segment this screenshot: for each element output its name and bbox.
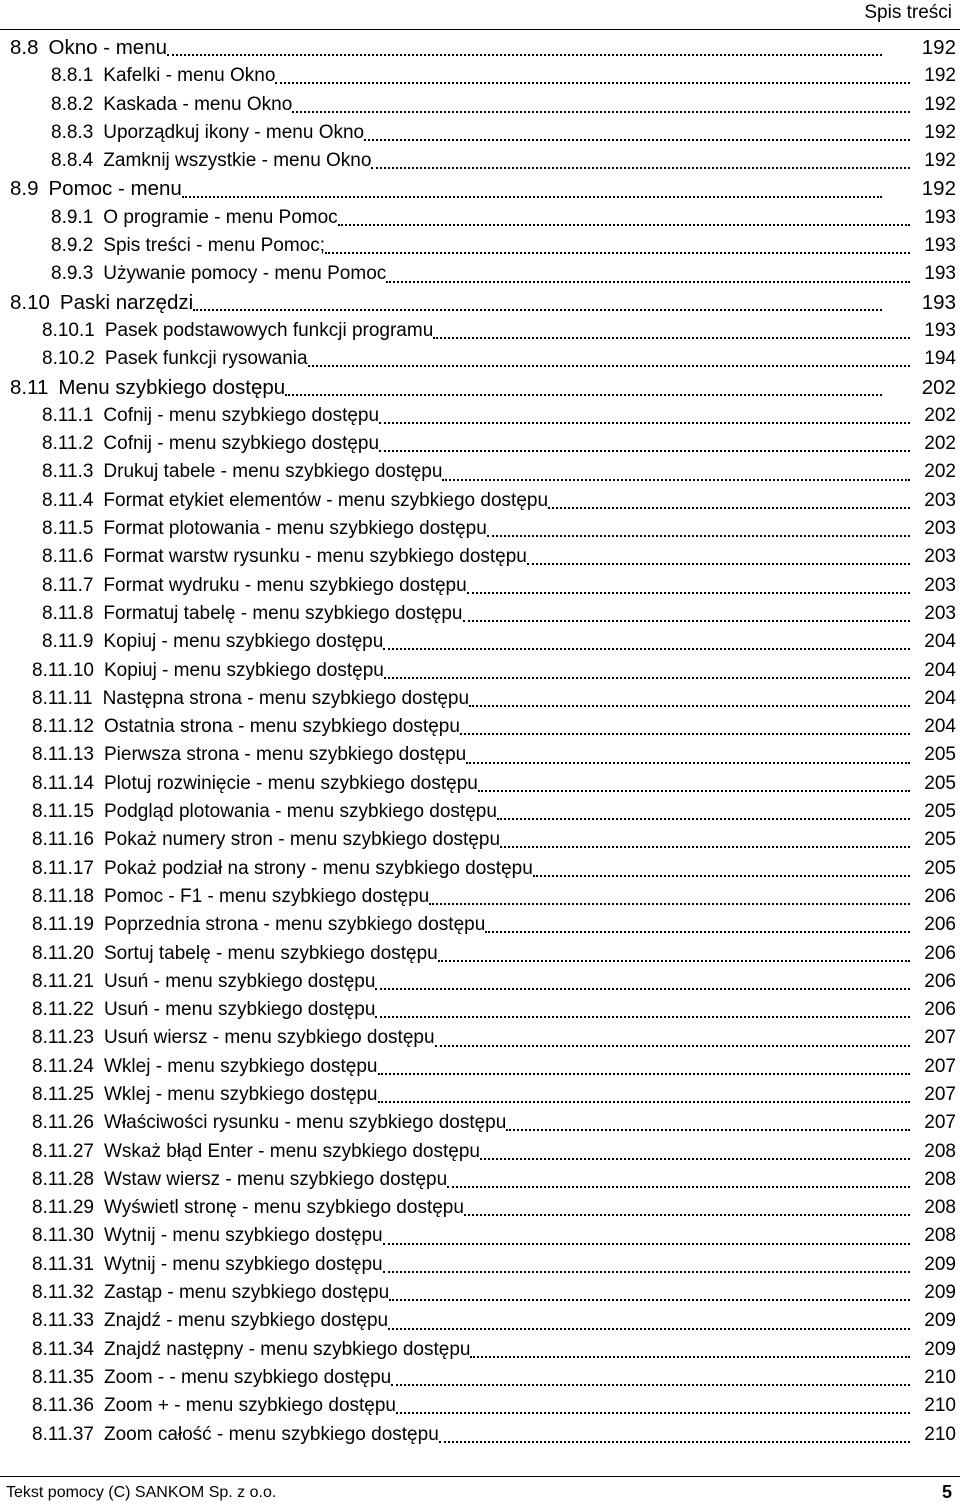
toc-entry-title: Format etykiet elementów - menu szybkiego dostępu [103, 489, 549, 511]
toc-dot-leader [480, 1158, 910, 1160]
toc-entry-number: 8.11.23 [32, 1027, 94, 1049]
toc-entry-title: Wklej - menu szybkiego dostępu [103, 1055, 378, 1077]
toc-entry-page: 192 [924, 65, 956, 87]
toc-dot-leader [193, 309, 882, 311]
toc-entry-title: Usuń - menu szybkiego dostępu [103, 999, 376, 1021]
toc-entry[interactable] [0, 204, 960, 232]
toc-entry-page: 210 [924, 1395, 956, 1417]
toc-entry-page: 203 [924, 602, 956, 624]
toc-entry[interactable] [0, 374, 960, 402]
toc-entry-title: Wyświetl stronę - menu szybkiego dostępu [103, 1197, 464, 1219]
toc-entry-title: Format warstw rysunku - menu szybkiego dostępu [103, 546, 527, 568]
toc-entry-page: 202 [921, 375, 956, 399]
toc-entry-number: 8.8.4 [51, 150, 94, 172]
toc-entry-title: Pomoc - menu [48, 177, 182, 201]
toc-entry-page: 204 [924, 631, 956, 653]
toc-entry-title: Pasek podstawowych funkcji programu [104, 319, 434, 341]
toc-dot-leader [463, 620, 910, 622]
toc-entry[interactable] [0, 826, 960, 854]
toc-dot-leader [182, 196, 882, 198]
toc-entry-page: 205 [924, 772, 956, 794]
toc-entry-page: 207 [924, 1055, 956, 1077]
toc-entry-number: 8.11.8 [42, 602, 94, 624]
toc-entry-number: 8.9.1 [51, 206, 94, 228]
toc-entry[interactable] [0, 1421, 960, 1449]
toc-entry-title: Cofnij - menu szybkiego dostępu [103, 404, 380, 426]
toc-entry[interactable] [0, 119, 960, 147]
toc-entry-title: Pokaż podział na strony - menu szybkiego dostępu [103, 857, 533, 879]
toc-dot-leader [470, 1356, 910, 1358]
toc-entry-page: 203 [924, 546, 956, 568]
toc-entry[interactable] [0, 1251, 960, 1279]
toc-dot-leader [429, 903, 910, 905]
header-divider [0, 29, 960, 30]
toc-dot-leader [433, 337, 910, 339]
toc-entry-title: Drukuj tabele - menu szybkiego dostępu [103, 461, 443, 483]
toc-dot-leader [391, 1384, 910, 1386]
toc-entry-number: 8.11.18 [32, 885, 94, 907]
toc-entry-number: 8.10.2 [42, 348, 95, 370]
toc-entry-number: 8.9.2 [51, 235, 94, 257]
toc-entry-page: 208 [924, 1168, 956, 1190]
toc-entry-title: Kafelki - menu Okno [103, 65, 276, 87]
toc-entry-number: 8.10.1 [42, 319, 95, 341]
toc-entry[interactable] [0, 1109, 960, 1137]
toc-entry-page: 207 [924, 1112, 956, 1134]
toc-entry[interactable] [0, 1364, 960, 1392]
toc-entry-page: 206 [924, 999, 956, 1021]
toc-dot-leader [378, 1101, 911, 1103]
toc-entry-page: 210 [924, 1423, 956, 1445]
toc-entry-number: 8.11.3 [42, 461, 94, 483]
toc-entry[interactable] [0, 1024, 960, 1052]
toc-dot-leader [478, 790, 910, 792]
toc-entry-title: Podgląd plotowania - menu szybkiego dostępu [103, 801, 497, 823]
toc-entry-number: 8.8 [10, 36, 39, 59]
toc-dot-leader [442, 479, 910, 481]
toc-entry-number: 8.11.28 [32, 1168, 94, 1190]
toc-entry-number: 8.11.5 [42, 518, 94, 540]
toc-entry-page: 192 [921, 36, 956, 59]
footer-copyright: Tekst pomocy (C) SANKOM Sp. z o.o. [6, 1484, 277, 1501]
toc-entry-title: Znajdź następny - menu szybkiego dostępu [103, 1338, 471, 1360]
toc-entry-page: 205 [924, 857, 956, 879]
toc-entry[interactable] [0, 34, 960, 62]
toc-entry-page: 209 [924, 1253, 956, 1275]
toc-entry-page: 205 [924, 744, 956, 766]
toc-entry-number: 8.11.9 [42, 631, 94, 653]
toc-entry-number: 8.11.6 [42, 546, 94, 568]
toc-entry-page: 207 [924, 1027, 956, 1049]
toc-entry-title: Menu szybkiego dostępu [58, 375, 286, 399]
toc-entry[interactable] [0, 1336, 960, 1364]
toc-dot-leader [500, 846, 910, 848]
toc-dot-leader [487, 535, 910, 537]
toc-entry[interactable] [0, 600, 960, 628]
toc-entry-title: Wstaw wiersz - menu szybkiego dostępu [103, 1168, 448, 1190]
toc-entry[interactable] [0, 911, 960, 939]
toc-dot-leader [308, 365, 910, 367]
toc-entry-number: 8.11.4 [42, 489, 94, 511]
toc-entry[interactable] [0, 855, 960, 883]
toc-dot-leader [379, 450, 910, 452]
toc-entry-page: 206 [924, 970, 956, 992]
toc-entry[interactable] [0, 1081, 960, 1109]
toc-entry-number: 8.11.1 [42, 404, 94, 426]
toc-entry-page: 193 [924, 263, 956, 285]
toc-entry-title: Usuń wiersz - menu szybkiego dostępu [103, 1027, 435, 1049]
toc-entry-page: 202 [924, 433, 956, 455]
toc-entry-number: 8.11.13 [32, 744, 94, 766]
toc-entry[interactable] [0, 770, 960, 798]
toc-entry-title: Znajdź - menu szybkiego dostępu [103, 1310, 389, 1332]
toc-entry-page: 204 [924, 659, 956, 681]
toc-entry-number: 8.11.11 [32, 687, 93, 709]
toc-entry-number: 8.11.29 [32, 1197, 94, 1219]
toc-entry-title: Formatuj tabelę - menu szybkiego dostępu [103, 602, 463, 624]
toc-entry-number: 8.8.2 [51, 93, 94, 115]
toc-entry-page: 193 [924, 235, 956, 257]
toc-dot-leader [460, 733, 910, 735]
toc-entry-title: O programie - menu Pomoc [103, 206, 338, 228]
toc-dot-leader [467, 592, 910, 594]
toc-entry-title: Używanie pomocy - menu Pomoc [103, 263, 387, 285]
toc-entry[interactable] [0, 968, 960, 996]
toc-entry-number: 8.11.12 [32, 716, 94, 738]
toc-entry-page: 208 [924, 1225, 956, 1247]
toc-entry[interactable] [0, 515, 960, 543]
toc-entry[interactable] [0, 798, 960, 826]
toc-dot-leader [485, 931, 910, 933]
toc-entry-page: 202 [924, 404, 956, 426]
toc-entry-page: 192 [924, 150, 956, 172]
toc-dot-leader [435, 1045, 910, 1047]
toc-entry-title: Uporządkuj ikony - menu Okno [103, 121, 365, 143]
toc-entry-page: 203 [924, 574, 956, 596]
toc-entry-title: Kopiuj - menu szybkiego dostępu [103, 659, 384, 681]
toc-entry[interactable] [0, 1222, 960, 1250]
toc-entry-page: 193 [924, 319, 956, 341]
toc-entry[interactable] [0, 1279, 960, 1307]
toc-entry-page: 193 [924, 206, 956, 228]
toc-entry[interactable] [0, 1053, 960, 1081]
table-of-contents [0, 34, 960, 1449]
toc-entry-number: 8.11 [10, 375, 49, 399]
toc-entry-title: Kaskada - menu Okno [103, 93, 293, 115]
toc-entry-title: Usuń - menu szybkiego dostępu [103, 970, 376, 992]
toc-entry-title: Sortuj tabelę - menu szybkiego dostępu [103, 942, 438, 964]
toc-entry-number: 8.11.30 [32, 1225, 94, 1247]
toc-entry-page: 192 [924, 93, 956, 115]
toc-entry[interactable] [0, 175, 960, 203]
toc-entry-page: 209 [924, 1338, 956, 1360]
toc-entry-title: Pasek funkcji rysowania [104, 348, 308, 370]
toc-entry-page: 193 [921, 290, 956, 314]
toc-entry[interactable] [0, 1194, 960, 1222]
toc-entry[interactable] [0, 91, 960, 119]
page-header-title: Spis treści [864, 2, 952, 23]
toc-dot-leader [375, 1016, 910, 1018]
toc-dot-leader [364, 139, 910, 141]
toc-dot-leader [506, 1129, 910, 1131]
toc-dot-leader [325, 252, 910, 254]
toc-dot-leader [378, 1073, 911, 1075]
toc-dot-leader [464, 1214, 910, 1216]
toc-entry[interactable] [0, 317, 960, 345]
toc-entry-title: Pokaż numery stron - menu szybkiego dostępu [103, 829, 501, 851]
toc-entry[interactable] [0, 260, 960, 288]
toc-entry-page: 203 [924, 518, 956, 540]
toc-entry[interactable] [0, 289, 960, 317]
toc-entry-title: Zastąp - menu szybkiego dostępu [103, 1282, 390, 1304]
toc-entry-page: 208 [924, 1197, 956, 1219]
footer-page-number: 5 [941, 1482, 952, 1502]
toc-entry-title: Właściwości rysunku - menu szybkiego dostępu [103, 1112, 507, 1134]
toc-entry-number: 8.11.16 [32, 829, 94, 851]
toc-dot-leader [386, 281, 910, 283]
toc-entry-number: 8.11.35 [32, 1366, 94, 1388]
toc-entry-page: 192 [924, 121, 956, 143]
toc-entry-number: 8.8.3 [51, 121, 94, 143]
toc-dot-leader [292, 111, 910, 113]
toc-entry[interactable] [0, 996, 960, 1024]
toc-entry-number: 8.8.1 [51, 65, 94, 87]
toc-entry-page: 202 [924, 461, 956, 483]
toc-dot-leader [469, 705, 910, 707]
toc-entry[interactable] [0, 458, 960, 486]
toc-entry-title: Wytnij - menu szybkiego dostępu [103, 1253, 383, 1275]
toc-entry-title: Format plotowania - menu szybkiego dostępu [103, 518, 487, 540]
toc-dot-leader [497, 818, 910, 820]
toc-entry-number: 8.9.3 [51, 263, 94, 285]
toc-entry-title: Zoom - - menu szybkiego dostępu [103, 1366, 392, 1388]
toc-entry-number: 8.10 [10, 290, 50, 314]
toc-entry-page: 206 [924, 885, 956, 907]
toc-entry-title: Okno - menu [48, 36, 167, 59]
toc-entry-title: Kopiuj - menu szybkiego dostępu [103, 631, 384, 653]
toc-dot-leader [383, 1243, 910, 1245]
toc-dot-leader [383, 648, 910, 650]
toc-entry-title: Pomoc - F1 - menu szybkiego dostępu [103, 885, 430, 907]
toc-dot-leader [167, 54, 882, 56]
toc-dot-leader [439, 1441, 910, 1443]
toc-entry[interactable] [0, 1392, 960, 1420]
toc-dot-leader [383, 1271, 910, 1273]
toc-entry-title: Cofnij - menu szybkiego dostępu [103, 433, 380, 455]
toc-entry-page: 206 [924, 942, 956, 964]
toc-entry-page: 210 [924, 1366, 956, 1388]
toc-entry[interactable] [0, 543, 960, 571]
toc-entry-title: Paski narzędzi [59, 290, 194, 314]
toc-dot-leader [384, 677, 910, 679]
toc-entry-title: Wytnij - menu szybkiego dostępu [103, 1225, 383, 1247]
toc-entry[interactable] [0, 883, 960, 911]
toc-entry-number: 8.11.25 [32, 1083, 94, 1105]
toc-entry-page: 207 [924, 1083, 956, 1105]
toc-dot-leader [527, 563, 910, 565]
toc-entry[interactable] [0, 685, 960, 713]
toc-entry[interactable] [0, 487, 960, 515]
toc-entry[interactable] [0, 1307, 960, 1335]
toc-entry-title: Zoom + - menu szybkiego dostępu [103, 1395, 396, 1417]
toc-entry-number: 8.11.32 [32, 1282, 94, 1304]
toc-dot-leader [375, 988, 910, 990]
toc-entry-page: 205 [924, 829, 956, 851]
toc-dot-leader [548, 507, 910, 509]
toc-dot-leader [396, 1412, 910, 1414]
toc-dot-leader [285, 394, 882, 396]
toc-entry[interactable] [0, 1138, 960, 1166]
toc-entry-page: 205 [924, 801, 956, 823]
toc-entry-number: 8.11.27 [32, 1140, 94, 1162]
toc-entry[interactable] [0, 1166, 960, 1194]
toc-entry-number: 8.11.37 [32, 1423, 94, 1445]
toc-entry-page: 206 [924, 914, 956, 936]
toc-entry-number: 8.11.7 [42, 574, 94, 596]
toc-dot-leader [466, 762, 910, 764]
toc-dot-leader [438, 960, 910, 962]
toc-entry-number: 8.11.20 [32, 942, 94, 964]
toc-entry-page: 208 [924, 1140, 956, 1162]
toc-entry-page: 209 [924, 1282, 956, 1304]
toc-entry-number: 8.11.26 [32, 1112, 94, 1134]
toc-entry-number: 8.11.10 [32, 659, 94, 681]
toc-entry-number: 8.11.33 [32, 1310, 94, 1332]
toc-dot-leader [447, 1186, 910, 1188]
toc-entry[interactable] [0, 657, 960, 685]
toc-entry-number: 8.11.34 [32, 1338, 94, 1360]
toc-entry-number: 8.11.19 [32, 914, 94, 936]
toc-entry-page: 204 [924, 687, 956, 709]
toc-entry-title: Ostatnia strona - menu szybkiego dostępu [103, 716, 460, 738]
toc-entry[interactable] [0, 572, 960, 600]
toc-entry[interactable] [0, 345, 960, 373]
toc-dot-leader [389, 1299, 910, 1301]
toc-entry-number: 8.11.24 [32, 1055, 94, 1077]
toc-entry[interactable] [0, 713, 960, 741]
toc-entry-title: Zoom całość - menu szybkiego dostępu [103, 1423, 439, 1445]
toc-dot-leader [275, 82, 910, 84]
toc-entry[interactable] [0, 147, 960, 175]
toc-entry-page: 203 [924, 489, 956, 511]
toc-entry[interactable] [0, 402, 960, 430]
toc-entry-number: 8.11.36 [32, 1395, 94, 1417]
toc-entry-title: Plotuj rozwinięcie - menu szybkiego dostępu [103, 772, 478, 794]
toc-entry-page: 192 [921, 177, 956, 201]
toc-dot-leader [533, 875, 910, 877]
toc-entry-number: 8.11.14 [32, 772, 94, 794]
toc-entry-number: 8.11.21 [32, 970, 94, 992]
toc-entry-title: Spis treści - menu Pomoc; [103, 235, 326, 257]
toc-entry-number: 8.9 [10, 177, 39, 201]
toc-entry-number: 8.11.22 [32, 999, 94, 1021]
toc-entry-number: 8.11.2 [42, 433, 94, 455]
toc-entry[interactable] [0, 628, 960, 656]
toc-entry-page: 194 [924, 348, 956, 370]
toc-entry-number: 8.11.31 [32, 1253, 94, 1275]
toc-entry-page: 204 [924, 716, 956, 738]
toc-dot-leader [371, 167, 910, 169]
toc-entry-number: 8.11.15 [32, 801, 94, 823]
toc-entry-title: Format wydruku - menu szybkiego dostępu [103, 574, 467, 596]
toc-entry-title: Pierwsza strona - menu szybkiego dostępu [103, 744, 467, 766]
toc-entry[interactable] [0, 430, 960, 458]
toc-entry-page: 209 [924, 1310, 956, 1332]
toc-dot-leader [379, 422, 910, 424]
toc-entry[interactable] [0, 62, 960, 90]
toc-entry-title: Wklej - menu szybkiego dostępu [103, 1083, 378, 1105]
toc-entry[interactable] [0, 940, 960, 968]
toc-entry-title: Zamknij wszystkie - menu Okno [103, 150, 372, 172]
toc-dot-leader [338, 224, 910, 226]
toc-entry-number: 8.11.17 [32, 857, 94, 879]
toc-entry-title: Następna strona - menu szybkiego dostępu [102, 687, 470, 709]
toc-entry-title: Poprzednia strona - menu szybkiego dostępu [103, 914, 486, 936]
toc-entry[interactable] [0, 741, 960, 769]
toc-dot-leader [388, 1328, 910, 1330]
toc-entry[interactable] [0, 232, 960, 260]
footer-divider [0, 1476, 960, 1477]
toc-entry-title: Wskaż błąd Enter - menu szybkiego dostępu [103, 1140, 480, 1162]
